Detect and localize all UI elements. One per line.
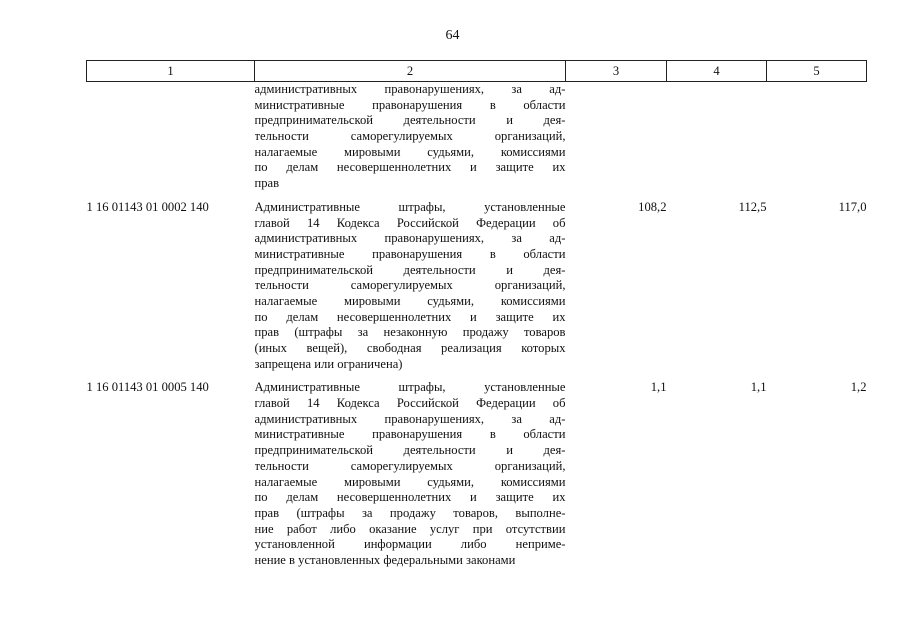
description-line: административных правонарушениях, за ад- xyxy=(254,411,566,426)
cell-value-col-4 xyxy=(667,82,767,192)
description-line: налагаемые мировыми судьями, комиссиями xyxy=(254,293,566,308)
description-line: министративные правонарушения в области xyxy=(254,246,566,261)
description-line: налагаемые мировыми судьями, комиссиями xyxy=(254,144,566,159)
description-line: административных правонарушениях, за ад- xyxy=(254,231,566,246)
table-row xyxy=(87,192,867,373)
cell-description xyxy=(255,372,566,568)
cell-value-col-5: 1,2 xyxy=(850,380,867,395)
description-line: запрещена или ограничена) xyxy=(254,356,403,371)
description-line: Административные штрафы, установленные xyxy=(254,380,566,395)
header-col-5: 5 xyxy=(767,61,867,82)
table-row xyxy=(87,372,867,568)
description-line: налагаемые мировыми судьями, комиссиями xyxy=(254,474,566,489)
table-row xyxy=(87,82,867,192)
cell-value-col-3: 108,2 xyxy=(638,199,667,214)
cell-description xyxy=(255,82,566,192)
cell-value-col-3: 1,1 xyxy=(650,380,667,395)
cell-value-col-5 xyxy=(767,82,867,192)
cell-value-col-5: 117,0 xyxy=(838,199,867,214)
description-line: по делам несовершеннолетних и защите их xyxy=(254,309,566,324)
cell-description xyxy=(255,192,566,373)
revenue-table xyxy=(86,60,867,569)
description-line: главой 14 Кодекса Российской Федерации об xyxy=(254,396,566,411)
header-col-3: 3 xyxy=(566,61,667,82)
description-line: министративные правонарушения в области xyxy=(254,427,566,442)
cell-value-col-3 xyxy=(566,82,667,192)
header-col-2: 2 xyxy=(255,61,566,82)
description-line: предпринимательской деятельности и дея- xyxy=(254,113,566,128)
description-line: Административные штрафы, установленные xyxy=(254,199,566,214)
description-line: установленной информации либо неприме- xyxy=(254,537,566,552)
description-line: тельности саморегулируемых организаций, xyxy=(254,129,566,144)
cell-value-col-4: 112,5 xyxy=(738,199,767,214)
description-line: по делам несовершеннолетних и защите их xyxy=(254,490,566,505)
table-header xyxy=(87,61,867,82)
description-line: министративные правонарушения в области xyxy=(254,97,566,112)
description-line: тельности саморегулируемых организаций, xyxy=(254,278,566,293)
description-line: предпринимательской деятельности и дея- xyxy=(254,443,566,458)
cell-code: 1 16 01143 01 0005 140 xyxy=(86,380,209,395)
description-line: прав (штрафы за продажу товаров, выполне- xyxy=(254,505,566,520)
cell-code xyxy=(87,82,255,192)
description-line: тельности саморегулируемых организаций, xyxy=(254,458,566,473)
description-line: (иных вещей), свободная реализация которых xyxy=(254,341,566,355)
header-row xyxy=(87,61,867,82)
header-col-1: 1 xyxy=(87,61,255,82)
description-line: прав (штрафы за незаконную продажу товаров xyxy=(254,325,566,340)
page-number: 64 xyxy=(445,28,460,43)
description-line: административных правонарушениях, за ад- xyxy=(254,82,566,96)
cell-value-col-4: 1,1 xyxy=(750,380,767,395)
description-line: прав xyxy=(254,176,280,191)
cell-code: 1 16 01143 01 0002 140 xyxy=(86,199,209,214)
description-line: нение в установленных федеральными законами xyxy=(254,552,516,567)
description-line: по делам несовершеннолетних и защите их xyxy=(254,160,566,175)
description-line: предпринимательской деятельности и дея- xyxy=(254,262,566,277)
description-line: главой 14 Кодекса Российской Федерации об xyxy=(254,215,566,230)
header-col-4: 4 xyxy=(667,61,767,82)
table-body xyxy=(87,82,867,569)
description-line: ние работ либо оказание услуг при отсутствии xyxy=(254,521,566,536)
